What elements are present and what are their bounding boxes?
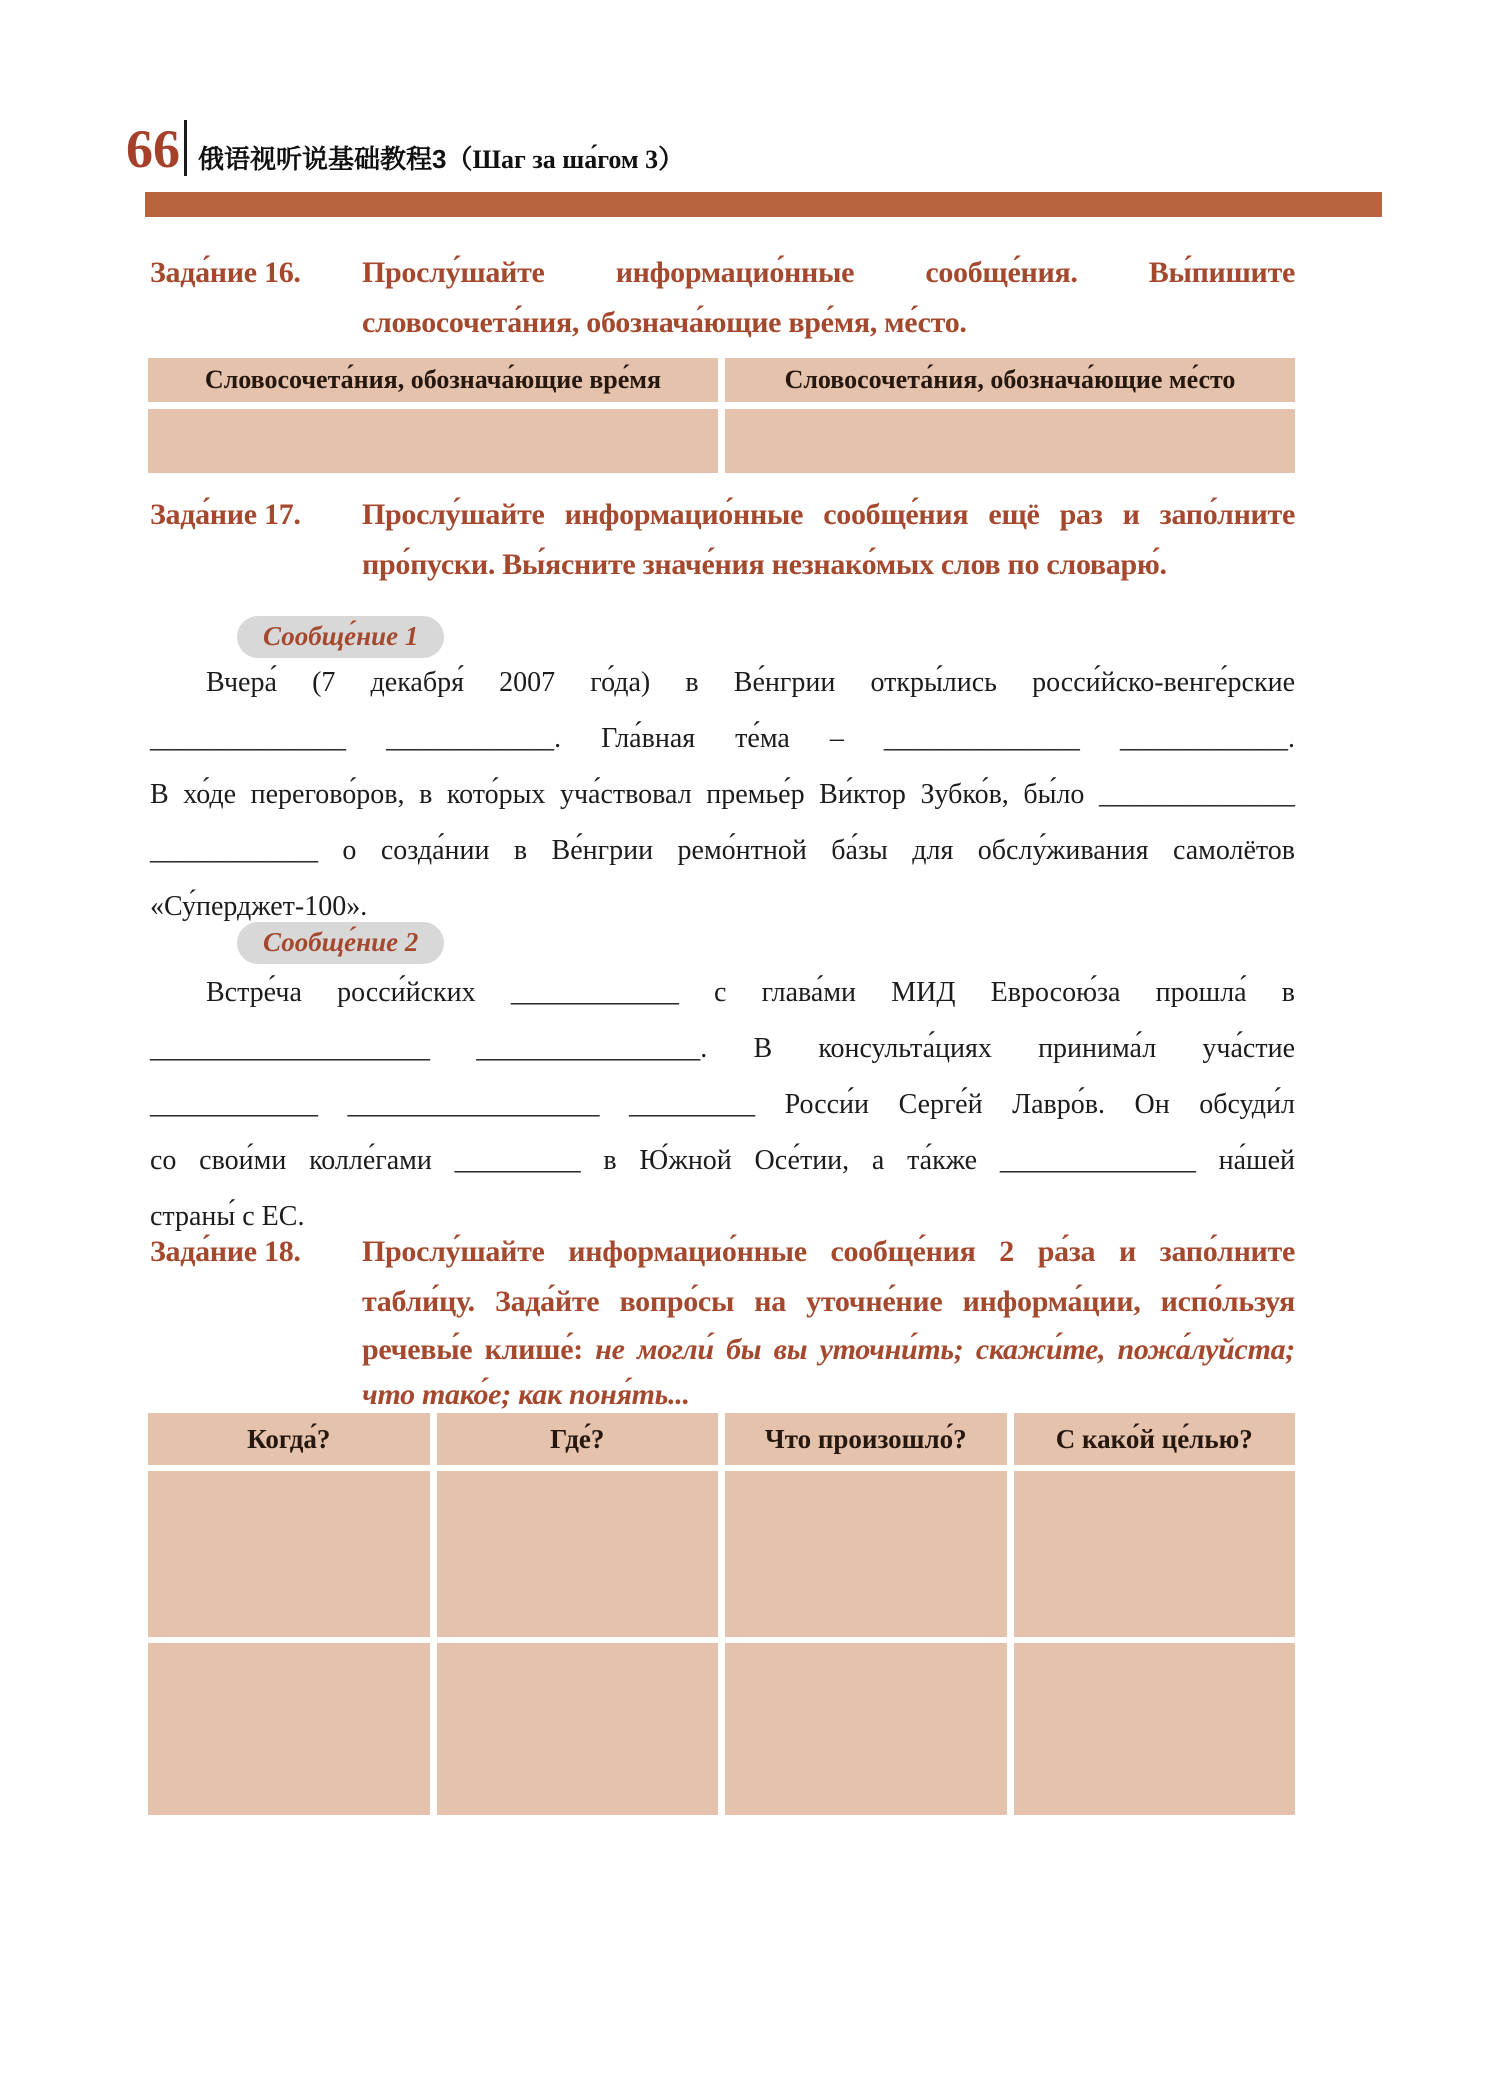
task16-label: Зада́ние 16.	[150, 256, 301, 289]
task18-line3-cliche-italic: не могли́ бы вы уточни́ть; скажи́те, пожа́луйста;	[595, 1333, 1295, 1366]
book-title-russian: （Шаг за ша́гом 3）	[446, 145, 685, 174]
message2-text	[150, 965, 1295, 1245]
message2-line5: страны́ с ЕС.	[150, 1201, 305, 1232]
message2-line4: со свои́ми колле́гами _________ в Ю́жной Осе́тии, а та́кже ______________ на́шей	[150, 1145, 1295, 1176]
message1-line5: «Су́перджет-100».	[150, 891, 368, 922]
table2-header-what: Что произошло́?	[725, 1413, 1007, 1465]
table2-body-row-1	[148, 1471, 1295, 1637]
header-accent-bar	[145, 192, 1382, 217]
message1-line3: В хо́де перегово́ров, в кото́рых уча́ствовал премье́р Ви́ктор Зубко́в, бы́ло ______________	[150, 779, 1295, 810]
table2-header-when: Когда́?	[148, 1413, 430, 1465]
task18-label: Зада́ние 18.	[150, 1235, 301, 1268]
table2-row2-when-empty	[148, 1643, 430, 1815]
task17-heading-line1	[150, 498, 1295, 533]
table1-header-row	[148, 358, 1295, 402]
header-divider	[184, 120, 187, 176]
table2-row1-what-empty	[725, 1471, 1007, 1637]
task17-text-line2: про́пуски. Вы́ясните значе́ния незнако́мых слов по словарю́.	[362, 548, 1167, 581]
table1-cell-place-empty	[725, 409, 1295, 473]
table1-cell-time-empty	[148, 409, 718, 473]
message1-line4: ____________ о созда́нии в Ве́нгрии ремо́нтной ба́зы для обслу́живания самолётов	[150, 835, 1295, 866]
task16-heading-line1	[150, 256, 1295, 291]
task18-text-line4: что тако́е; как поня́ть...	[362, 1378, 690, 1411]
message2-line3: ____________ __________________ _________ Росси́и Серге́й Лавро́в. Он обсуди́л	[150, 1089, 1295, 1120]
table2-row1-when-empty	[148, 1471, 430, 1637]
task18-text-line2: табли́цу. Зада́йте вопро́сы на уточне́ние информа́ции, испо́льзуя	[362, 1285, 1295, 1318]
task16-text-line2: словосочета́ния, обознача́ющие вре́мя, ме́сто.	[362, 306, 967, 339]
table2-header-why: С како́й це́лью?	[1014, 1413, 1296, 1465]
news-summary-table	[148, 1413, 1295, 1815]
task18-line3-normal: речевы́е клише́:	[362, 1333, 596, 1366]
time-place-table	[148, 358, 1295, 473]
task18-heading-line1	[150, 1235, 1295, 1270]
table2-row2-why-empty	[1014, 1643, 1296, 1815]
table2-header-row	[148, 1413, 1295, 1465]
table2-row1-why-empty	[1014, 1471, 1296, 1637]
task17-label: Зада́ние 17.	[150, 498, 301, 531]
task18-text-line1: Прослу́шайте информацио́нные сообще́ния 2 ра́за и запо́лните	[362, 1235, 1295, 1268]
task16-text-line1: Прослу́шайте информацио́нные сообще́ния. Вы́пишите	[362, 256, 1295, 289]
message1-badge: Сообще́ние 1	[237, 616, 444, 658]
page-number: 66	[126, 119, 180, 179]
table1-body-row	[148, 409, 1295, 473]
message2-line1: Встре́ча росси́йских ____________ с глава́ми МИД Евросою́за прошла́ в	[206, 977, 1295, 1008]
table2-row1-where-empty	[437, 1471, 719, 1637]
message1-text	[150, 655, 1295, 935]
table2-body-row-2	[148, 1643, 1295, 1815]
table2-row2-what-empty	[725, 1643, 1007, 1815]
book-title	[198, 144, 684, 175]
message1-line1: Вчера́ (7 декабря́ 2007 го́да) в Ве́нгрии откры́лись росси́йско-венге́рские	[206, 667, 1295, 698]
table2-header-where: Где́?	[437, 1413, 719, 1465]
task17-text-line1: Прослу́шайте информацио́нные сообще́ния ещё раз и запо́лните	[362, 498, 1295, 531]
message2-line2: ____________________ ________________. В консульта́циях принима́л уча́стие	[150, 1033, 1295, 1064]
table2-row2-where-empty	[437, 1643, 719, 1815]
message1-line2: ______________ ____________. Гла́вная те́ма – ______________ ____________.	[150, 723, 1295, 754]
task18-text-line3	[362, 1333, 1295, 1368]
message2-badge: Сообще́ние 2	[237, 922, 444, 964]
table1-header-place: Словосочета́ния, обознача́ющие ме́сто	[725, 358, 1295, 402]
book-title-chinese: 俄语视听说基础教程3	[198, 144, 447, 174]
table1-header-time: Словосочета́ния, обознача́ющие вре́мя	[148, 358, 718, 402]
